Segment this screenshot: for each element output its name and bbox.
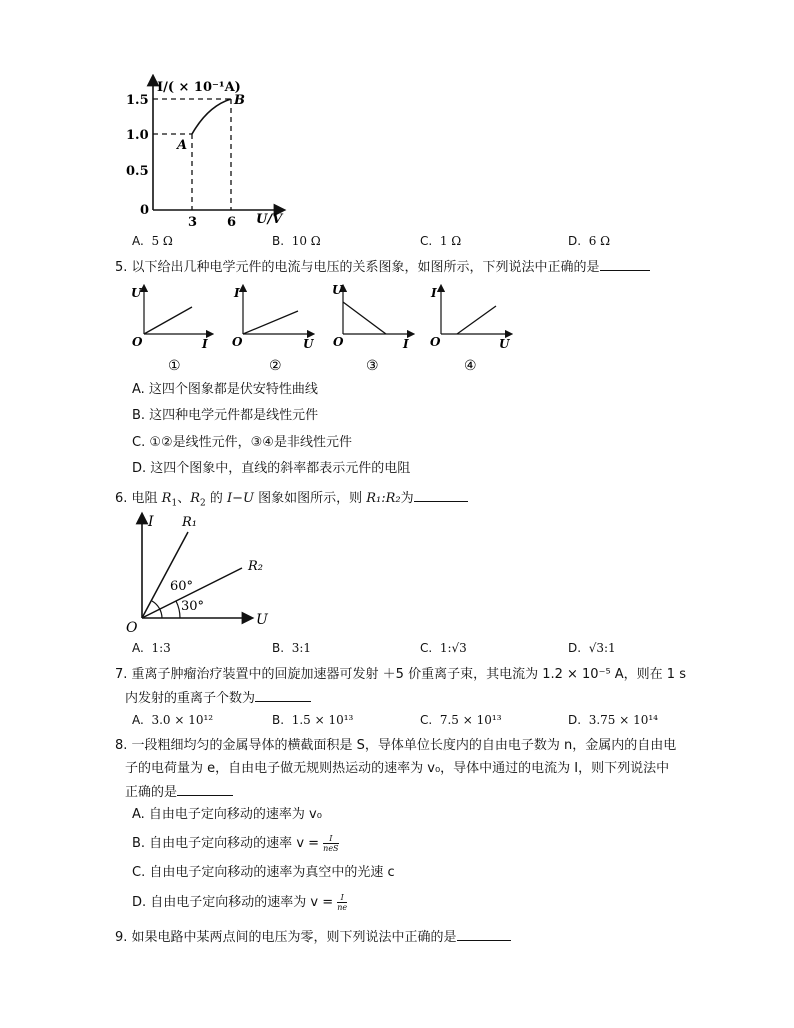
q5-graph-4-label: ④ xyxy=(464,358,477,374)
q8-option-d-fraction: $\frac{I}{ne}$ xyxy=(337,893,348,912)
q5-graph-3 xyxy=(332,283,411,374)
x-tick-6: 6 xyxy=(227,215,237,230)
y-tick-0-5: 0.5 xyxy=(126,164,149,179)
svg-text:U: U xyxy=(256,612,268,628)
q8-stem-line3: 正确的是 xyxy=(125,783,233,802)
svg-text:O: O xyxy=(333,335,344,349)
y-tick-1-0: 1.0 xyxy=(126,128,149,143)
q8-answer-blank[interactable] xyxy=(177,783,233,796)
q7-option-a[interactable]: A. 3.0 × 10¹² xyxy=(132,713,214,727)
svg-text:U: U xyxy=(332,283,343,297)
q5-option-b[interactable]: B. 这四种电学元件都是线性元件 xyxy=(132,408,319,423)
q6-figure-svg xyxy=(124,510,284,638)
q5-graph-1-line xyxy=(144,307,192,334)
q6-stem: 6. 电阻 $R_1$、$R_2$ 的 I−U 图象如图所示，则 R₁:R₂为 xyxy=(115,489,468,513)
q9-answer-blank[interactable] xyxy=(457,928,511,941)
q6-label-r2: R₂ xyxy=(248,559,263,574)
q8-option-a[interactable]: A. 自由电子定向移动的速率为 v₀ xyxy=(132,807,322,822)
q7-option-d[interactable]: D. 3.75 × 10¹⁴ xyxy=(568,713,658,727)
point-a-label: A xyxy=(177,138,188,153)
svg-text:U: U xyxy=(131,286,142,300)
iu-graph-svg xyxy=(120,74,290,232)
svg-text:O: O xyxy=(430,335,441,349)
q5-graph-2-line xyxy=(243,311,298,334)
svg-text:I: I xyxy=(431,286,437,300)
y-axis-label: I/( × 10⁻¹A) xyxy=(157,80,241,95)
svg-text:I: I xyxy=(202,337,208,351)
q6-arc-30 xyxy=(176,601,180,618)
svg-text:U: U xyxy=(303,337,314,351)
q5-answer-blank[interactable] xyxy=(600,258,650,271)
svg-text:I: I xyxy=(403,337,409,351)
q5-graph-4-line xyxy=(457,306,496,334)
q7-option-b[interactable]: B. 1.5 × 10¹³ xyxy=(272,713,354,727)
q5-option-a[interactable]: A. 这四个图象都是伏安特性曲线 xyxy=(132,382,318,397)
q6-option-b[interactable]: B. 3:1 xyxy=(272,641,311,655)
q6-arc-60 xyxy=(152,601,162,618)
q4-option-a[interactable]: A. 5 Ω xyxy=(132,234,173,248)
q6-answer-blank[interactable] xyxy=(414,489,468,502)
q8-option-d[interactable]: D. 自由电子定向移动的速率为 v = $\frac{I}{ne}$ xyxy=(132,893,348,912)
q5-graph-3-line xyxy=(343,302,386,334)
q6-option-a[interactable]: A. 1:3 xyxy=(132,641,171,655)
q5-graph-1-label: ① xyxy=(168,358,181,374)
q7-answer-blank[interactable] xyxy=(255,689,311,702)
q6-figure xyxy=(124,510,284,638)
q5-graph-2-label: ② xyxy=(269,358,282,374)
q4-option-d[interactable]: D. 6 Ω xyxy=(568,234,611,248)
q8-stem-line2: 子的电荷量为 e，自由电子做无规则热运动的速率为 v₀，导体中通过的电流为 I，则下列说法中 xyxy=(125,761,670,776)
q5-graphs xyxy=(126,282,526,376)
svg-text:I: I xyxy=(148,514,154,530)
q5-option-d[interactable]: D. 这四个图象中，直线的斜率都表示元件的电阻 xyxy=(132,461,411,476)
q5-graph-1 xyxy=(131,286,210,374)
q6-angle-30: 30° xyxy=(181,599,205,614)
q8-stem-line1: 8. 一段粗细均匀的金属导体的横截面积是 S，导体单位长度内的自由电子数为 n，金属内的自由电 xyxy=(115,738,677,753)
q5-graph-3-label: ③ xyxy=(366,358,379,374)
svg-text:U: U xyxy=(499,337,510,351)
q4-option-b[interactable]: B. 10 Ω xyxy=(272,234,321,248)
q7-option-c[interactable]: C. 7.5 × 10¹³ xyxy=(420,713,502,727)
q9-stem: 9. 如果电路中某两点间的电压为零，则下列说法中正确的是 xyxy=(115,928,511,947)
q5-graphs-svg xyxy=(126,282,526,376)
q6-option-d[interactable]: D. √3:1 xyxy=(568,641,616,655)
q5-stem: 5. 以下给出几种电学元件的电流与电压的关系图象，如图所示，下列说法中正确的是 xyxy=(115,258,650,277)
q8-option-b[interactable]: B. 自由电子定向移动的速率 v = I neS xyxy=(132,834,339,853)
q6-angle-60: 60° xyxy=(170,579,194,594)
x-tick-3: 3 xyxy=(188,215,198,230)
svg-text:I: I xyxy=(234,286,240,300)
q6-label-r1: R₁ xyxy=(182,515,197,530)
svg-text:O: O xyxy=(126,620,138,636)
q5-graph-2 xyxy=(232,286,315,374)
svg-text:O: O xyxy=(132,335,143,349)
q5-option-c[interactable]: C. ①②是线性元件，③④是非线性元件 xyxy=(132,435,352,450)
x-axis-label: U/V xyxy=(256,212,283,227)
q8-option-c[interactable]: C. 自由电子定向移动的速率为真空中的光速 c xyxy=(132,865,395,880)
q8-option-b-fraction: I neS xyxy=(323,834,339,853)
iu-curve xyxy=(192,99,231,134)
q6-option-c[interactable]: C. 1:√3 xyxy=(420,641,467,655)
iu-graph-q4 xyxy=(120,74,290,232)
svg-text:O: O xyxy=(232,335,243,349)
y-tick-1-5: 1.5 xyxy=(126,93,149,108)
q4-option-c[interactable]: C. 1 Ω xyxy=(420,234,462,248)
point-b-label: B xyxy=(234,93,245,108)
origin-label: 0 xyxy=(140,203,150,218)
q7-stem-line1: 7. 重离子肿瘤治疗装置中的回旋加速器可发射 ＋5 价重离子束，其电流为 1.2 × 10⁻⁵ A，则在 1 s xyxy=(115,667,686,682)
q5-graph-4 xyxy=(430,286,511,374)
q7-stem-line2: 内发射的重离子个数为 xyxy=(125,689,311,708)
